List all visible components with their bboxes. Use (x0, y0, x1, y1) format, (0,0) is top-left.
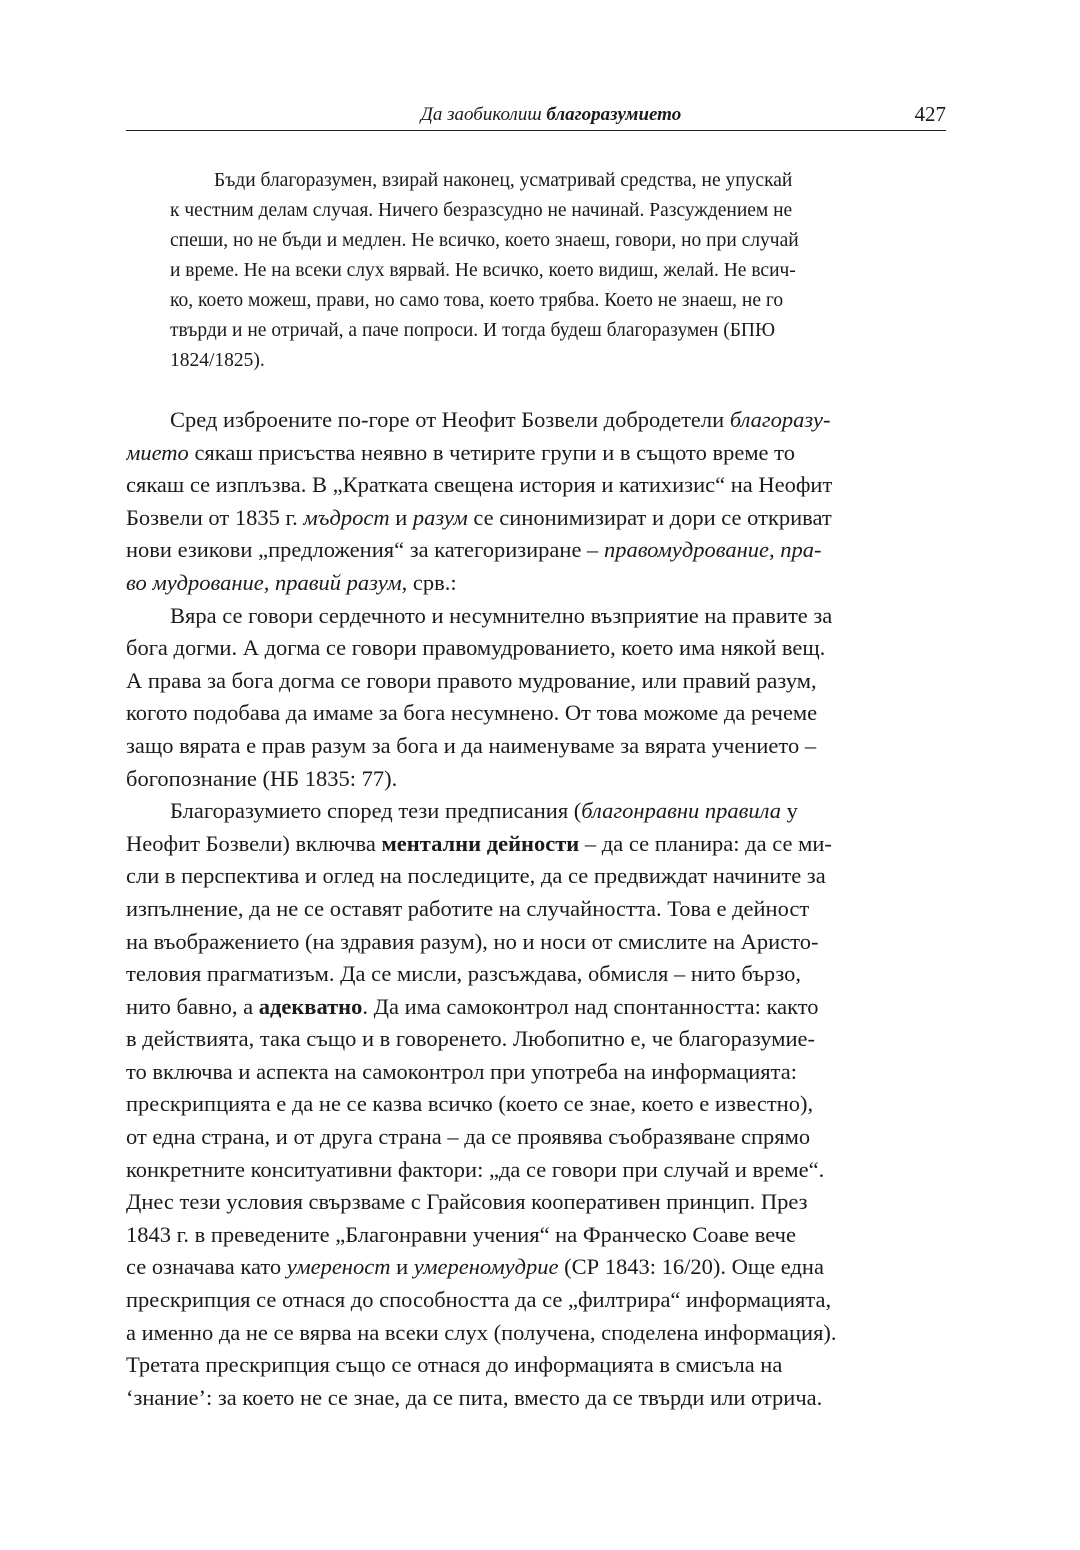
text-line (126, 828, 946, 861)
text-line (126, 437, 946, 470)
text-line (126, 534, 946, 567)
text-line: ‘знание’: за което не се знае, да се пита, вместо да се твърди или отрича. (126, 1384, 823, 1410)
quote-line: к честним делам случая. Ничего безразсудно не начинай. Разсуждением не (170, 200, 793, 221)
block-quote (170, 166, 946, 376)
bold-term: адекватно (258, 993, 363, 1019)
text-line: Третата прескрипция също се отнася до информацията в смисъла на (126, 1352, 783, 1378)
body-text (126, 404, 946, 1414)
text-line: защо вярата е прав разум за бога и да наименуваме за вярата учението – (126, 732, 817, 758)
text-line: сякаш се изплъзва. В „Кратката свещена история и катихизис“ на Неофит (126, 472, 833, 498)
quote-line: 1824/1825). (170, 350, 265, 371)
text-run: сякаш присъства неявно в четирите групи и в същото време то (188, 439, 795, 465)
italic-term: благоразу- (729, 407, 831, 432)
bold-term: ментални дейности (381, 830, 580, 856)
text-run: – да се планира: да се ми- (579, 830, 832, 856)
italic-term: умереност (286, 1254, 391, 1280)
text-run: Бозвели от 1835 г. (126, 504, 304, 530)
text-line (126, 404, 946, 437)
text-line: от една страна, и от друга страна – да се проявява съобразяване спрямо (126, 1124, 811, 1150)
text-line: А права за бога догма се говори правото мудрование, или правий разум, (126, 667, 817, 693)
running-title (126, 104, 946, 126)
text-line (126, 991, 946, 1024)
text-line: конкретните конситуативни фактори: „да се говори при случай и време“. (126, 1156, 825, 1182)
text-run: Благоразумието според тези предписания ( (170, 798, 582, 824)
text-run: (СР 1843: 16/20). Още една (558, 1254, 824, 1280)
quote-line: и време. Не на всеки слух вярвай. Не всичко, което видиш, желай. Не всич- (170, 260, 796, 281)
text-run: у (780, 798, 798, 824)
text-run: нито бавно, а (126, 993, 259, 1019)
text-line: на въображението (на здравия разум), но и носи от смислите на Аристо- (126, 928, 819, 954)
text-run: се синонимизират и дори се откриват (467, 504, 832, 530)
paragraph-3 (126, 795, 946, 1414)
italic-term: мието (126, 439, 189, 465)
text-line: богопознание (НБ 1835: 77). (126, 765, 398, 791)
running-title-bold: благоразумието (546, 104, 682, 125)
text-run: Сред изброените по-горе от Неофит Бозвели добродетели (170, 407, 730, 432)
italic-term: благонравни правила (581, 798, 781, 824)
text-line: Вяра се говори сердечното и несумнително възприятие на правите за (170, 602, 833, 628)
running-title-italic: Да заобиколиш (420, 104, 547, 125)
text-line: то включва и аспекта на самоконтрол при употреба на информацията: (126, 1058, 797, 1084)
text-line: бога догми. А догма се говори правомудрованието, което има някой вещ. (126, 635, 826, 661)
text-line: когото подобава да имаме за бога несумнено. От това можоме да речеме (126, 700, 818, 726)
quote-line: ко, което можеш, прави, но само това, което трябва. Което не знаеш, не го (170, 290, 784, 311)
text-line: прескрипция се отнася до способността да се „филтрира“ информацията, (126, 1287, 832, 1313)
italic-term: разум (412, 504, 468, 530)
text-line: Днес тези условия свързваме с Грайсовия кооперативен принцип. През (126, 1189, 808, 1215)
quote-line: спеши, но не бъди и медлен. Не всичко, което знаеш, говори, но при случай (170, 230, 799, 251)
italic-term: умереномудрие (413, 1254, 559, 1280)
text-run: , срв.: (401, 569, 457, 595)
paragraph-1 (126, 404, 946, 600)
running-head (126, 100, 946, 131)
italic-term: во мудрование, правий разум (126, 569, 402, 595)
text-line (126, 567, 946, 600)
text-line (126, 795, 946, 828)
text-line (126, 502, 946, 535)
quote-line: Бъди благоразумен, взирай наконец, усматривай средства, не упускай (214, 170, 793, 191)
text-run: нови езикови „предложения“ за категоризиране – (126, 537, 604, 563)
text-run: Неофит Бозвели) включва (126, 830, 382, 856)
text-run: и (389, 504, 413, 530)
text-run: и (390, 1254, 414, 1280)
text-line: 1843 г. в преведените „Благонравни учения“ на Франческо Соаве вече (126, 1221, 796, 1247)
quote-line: твърди и не отричай, а паче попроси. И тогда будеш благоразумен (БПЮ (170, 320, 776, 341)
text-run: . Да има самоконтрол над спонтанността: както (362, 993, 819, 1019)
italic-term: мъдрост (303, 504, 390, 530)
text-run: се означава като (126, 1254, 287, 1280)
text-line: в действията, така също и в говоренето. Любопитно е, че благоразумие- (126, 1026, 816, 1052)
text-line: сли в перспектива и оглед на последиците, да се предвиждат начините за (126, 863, 826, 889)
page-number: 427 (914, 102, 946, 126)
text-line: а именно да не се вярва на всеки слух (получена, споделена информация). (126, 1319, 837, 1345)
text-line: теловия прагматизъм. Да се мисли, разсъждава, обмисля – нито бързо, (126, 961, 802, 987)
text-line (126, 1251, 946, 1284)
text-line: прескрипцията е да не се казва всичко (което се знае, което е известно), (126, 1091, 814, 1117)
paragraph-2-quote (126, 600, 946, 796)
text-line: изпълнение, да не се оставят работите на случайността. Това е дейност (126, 895, 810, 921)
italic-term: правомудрование, пра- (603, 537, 822, 563)
